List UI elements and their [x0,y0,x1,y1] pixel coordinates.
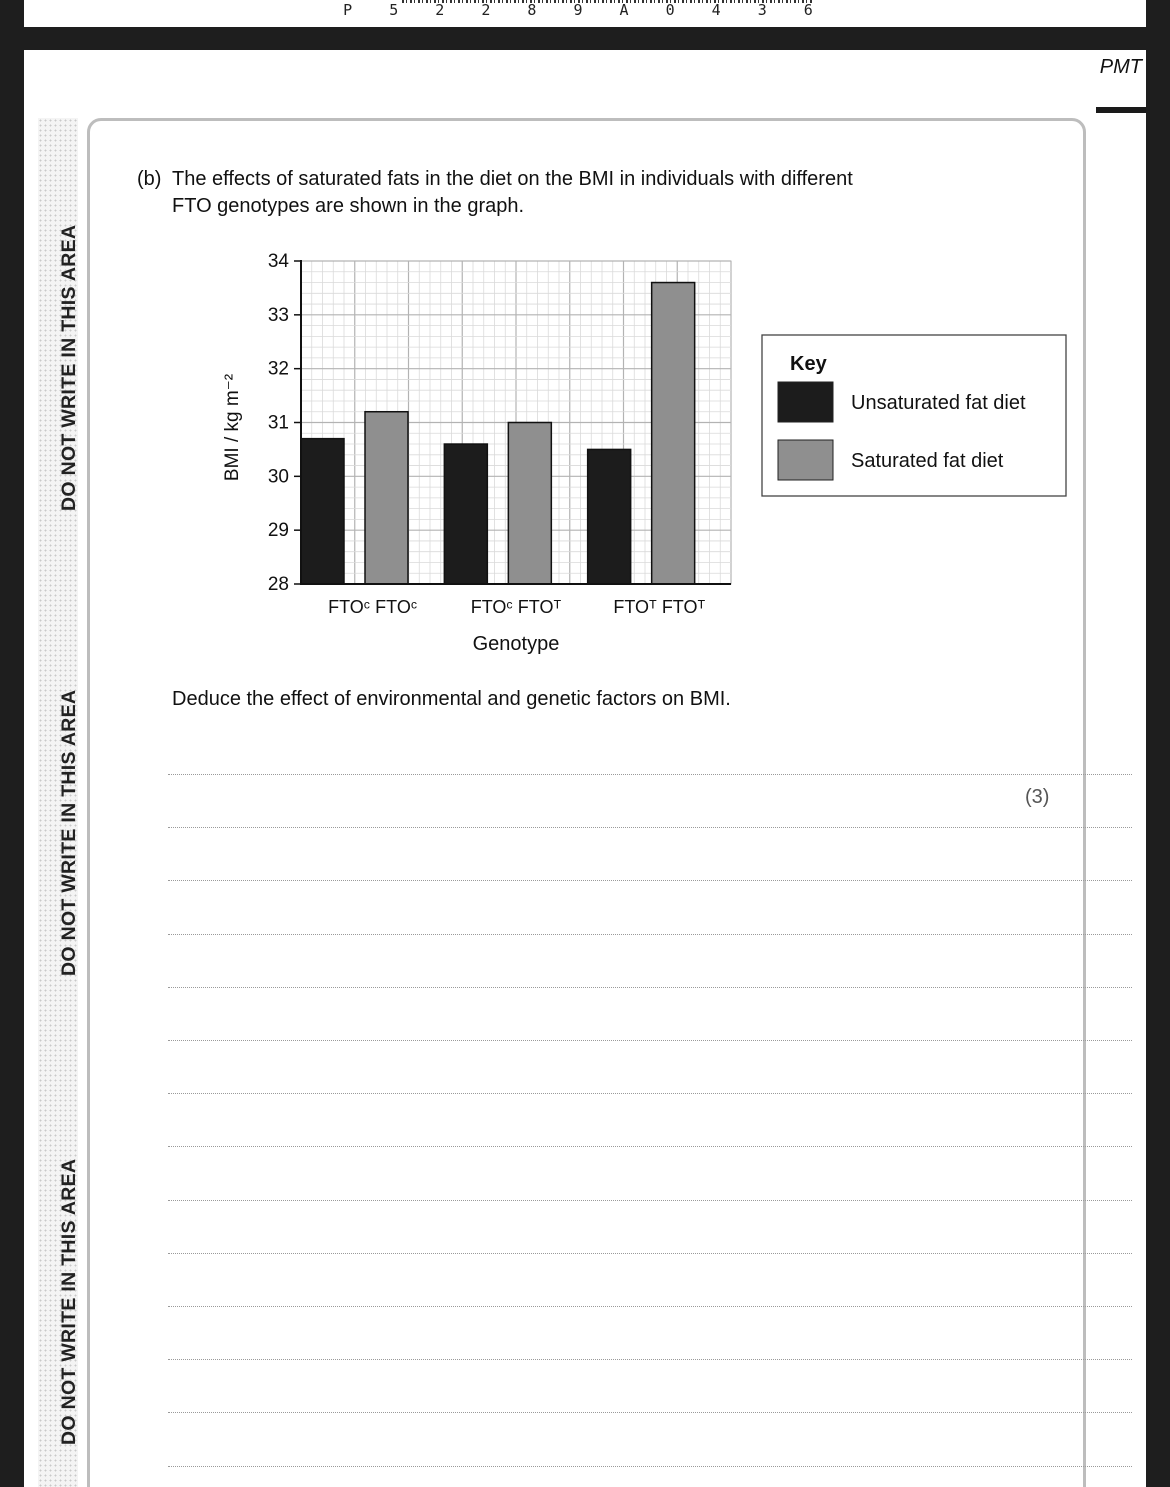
answer-line[interactable] [168,1466,1132,1467]
answer-line[interactable] [168,880,1132,881]
y-tick-label: 33 [267,304,289,326]
bar [652,283,695,584]
answer-line[interactable] [168,827,1132,828]
y-tick-label: 30 [267,466,289,488]
legend-swatch [778,440,833,480]
margin-strip: DO NOT WRITE IN THIS AREA DO NOT WRITE IN THIS AREA DO NOT WRITE IN THIS AREA [38,118,78,1487]
answer-line[interactable] [168,1412,1132,1413]
corner-rule [1096,107,1146,113]
answer-line[interactable] [168,1253,1132,1254]
answer-line[interactable] [168,774,1132,775]
chart-legend [762,335,1066,496]
marks-label: (3) [1025,786,1050,808]
question-intro-line-1: The effects of saturated fats in the diet on the BMI in individuals with different [172,168,853,190]
x-axis-label: Genotype [472,633,560,655]
question-intro-line-2: FTO genotypes are shown in the graph. [172,195,525,217]
y-tick-label: 34 [267,251,289,272]
answer-line[interactable] [168,1200,1132,1201]
barcode-text: P 5 2 2 8 9 A 0 4 3 6 [343,1,827,19]
exam-page [24,50,1146,1487]
legend-label: Unsaturated fat diet [851,392,1026,414]
answer-line[interactable] [168,1093,1132,1094]
bar [444,444,487,584]
y-tick-label: 29 [267,520,289,542]
y-tick-label: 32 [267,358,289,380]
answer-line[interactable] [168,1359,1132,1360]
bar [508,423,551,585]
answer-line[interactable] [168,987,1132,988]
legend-title: Key [790,353,827,375]
answer-line[interactable] [168,1040,1132,1041]
corner-label: PMT [1099,56,1142,78]
bar [588,449,631,584]
question-prompt: Deduce the effect of environmental and genetic factors on BMI. [172,688,731,710]
top-strip [24,0,1146,27]
answer-line[interactable] [168,1306,1132,1307]
bmi-bar-chart [90,121,1083,681]
bar [365,412,408,584]
part-label: (b) [137,168,162,190]
legend-label: Saturated fat diet [851,450,1004,472]
answer-line[interactable] [168,1146,1132,1147]
x-tick-label: FTOᵀ FTOᵀ [613,597,706,617]
legend-swatch [778,382,833,422]
y-tick-label: 28 [267,574,289,595]
bar [301,439,344,584]
x-tick-label: FTOᶜ FTOᶜ [328,597,418,617]
y-axis-label: BMI / kg m⁻² [222,373,243,482]
answer-frame [87,118,1086,1487]
x-tick-label: FTOᶜ FTOᵀ [470,597,562,617]
y-tick-label: 31 [267,412,289,434]
answer-line[interactable] [168,934,1132,935]
